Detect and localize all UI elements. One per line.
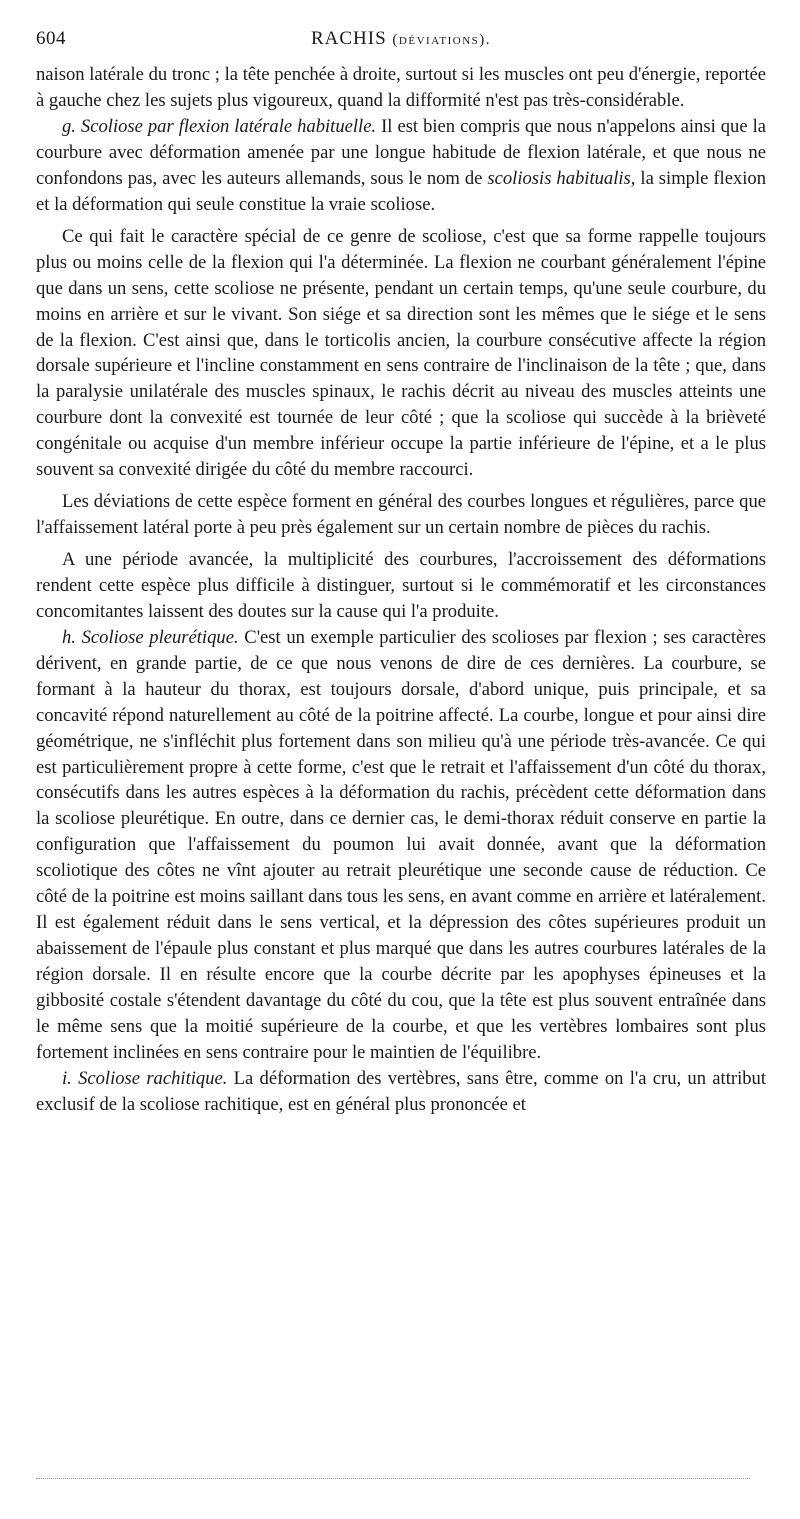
running-title [96,28,766,50]
section-label-h: h. Scoliose pleurétique. [62,627,239,649]
paragraph-deviations: Les déviations de cette espèce forment en général des courbes longues et régulières, parce que l'affaissement latéral porte à peu près également sur un certain nombre de pièces du rachis. [36,491,766,538]
running-title-main: RACHIS [310,28,387,49]
paragraph-caractere-special: Ce qui fait le caractère spécial de ce genre de scoliose, c'est que sa forme rappelle toujours plus ou moins celle de la flexion qui l'a déterminée. La flexion ne courbant généralement l'épine que dans un sens, cette scoliose ne présente, pendant un certain temps, qu'une seule courbure, du moins en arrière et sur le vivant. Son siége et sa direction sont les mêmes que le siége et le sens de la flexion. C'est ainsi que, dans le torticolis ancien, la courbure consécutive affecte la région dorsale supérieure et l'incline constamment en sens contraire de l'inclinaison de la tête ; que, dans la paralysie unilatérale des muscles spinaux, le rachis décrit au niveau des muscles atteints une courbure dont la convexité est tournée de leur côté ; que la scoliose qui succède à la brièveté congénitale ou acquise d'un membre inférieur occupe la partie inférieure de l'épine, et a le plus souvent sa convexité dirigée du côté du membre raccourci. [36,225,766,481]
paragraph-scoliose-rachitique [36,1066,766,1118]
paragraph-scoliose-flexion [36,114,766,218]
paragraph-text: la simple flexion et la déformation qui seule constitue la vraie scoliose. [36,168,766,216]
section-label-i: i. Scoliose rachitique. [62,1067,228,1089]
latin-term: scoliosis habitualis, [487,168,636,190]
paragraph-text: La déformation des vertèbres, sans être, comme on l'a cru, un attribut exclusif de la scoliose rachitique, est en général plus prononcée et [36,1067,766,1115]
paragraph-scoliose-pleuretique [36,625,766,1065]
page-number: 604 [36,28,66,49]
section-label-g: g. Scoliose par flexion latérale habituelle. [62,116,377,138]
paragraph-periode-avancee: A une période avancée, la multiplicité des courbures, l'accroissement des déformations rendent cette espèce plus difficile à distinguer, surtout si le commémoratif et les circonstances concomitantes laissent des doutes sur la cause qui l'a produite. [36,548,766,622]
running-title-sub: (déviations). [392,32,492,48]
running-head [36,28,766,62]
footer-divider [36,1478,750,1479]
paragraph-text: C'est un exemple particulier des scolioses par flexion ; ses caractères dérivent, en grande partie, de ce que nous venons de dire de ces dernières. La courbure, se formant à la hauteur du thorax, est toujours dorsale, d'abord unique, puis principale, et sa concavité répond naturellement au côté de la poitrine affecté. La courbe, longue et pour ainsi dire géométrique, ne s'infléchit plus fortement dans son milieu qu'à une période très-avancée. Ce qui est particulièrement propre à cette forme, c'est que le retrait et l'affaissement d'un côté du thorax, consécutifs dans les autres espèces à la déformation du rachis, précèdent cette déformation dans la scoliose pleurétique. En outre, dans ce dernier cas, le demi-thorax réduit conserve en partie la configuration que l'affaissement du poumon lui avait donnée, avant que la déformation scoliotique des côtes ne vînt ajouter au retrait pleurétique une seconde cause de réduction. Ce côté de la poitrine est moins saillant dans tous les sens, en avant comme en arrière et latéralement. Il est également réduit dans le sens vertical, et la dépression des côtes supérieures produit un abaissement de l'épaule plus constant et plus marqué que dans les autres courbures latérales de la région dorsale. Il en résulte encore que la courbe décrite par les apophyses épineuses et la gibbosité costale s'étendent davantage du côté du cou, que la tête est plus souvent entraînée dans le même sens que la moitié supérieure de la courbe, et que les vertèbres lombaires sont plus fortement inclinées en sens contraire pour le maintien de l'équilibre. [36,627,766,1063]
body-text [36,62,766,1118]
paragraph-text: Il est bien compris que nous n'appelons ainsi que la courbure avec déformation amenée par une longue habitude de flexion latérale, et que nous ne confondons pas, avec les auteurs allemands, sous le nom de [36,116,766,190]
paragraph-continuation: naison latérale du tronc ; la tête penchée à droite, surtout si les muscles ont peu d'énergie, reportée à gauche chez les sujets plus vigoureux, quand la difformité n'est pas très-considérable. [36,64,766,111]
